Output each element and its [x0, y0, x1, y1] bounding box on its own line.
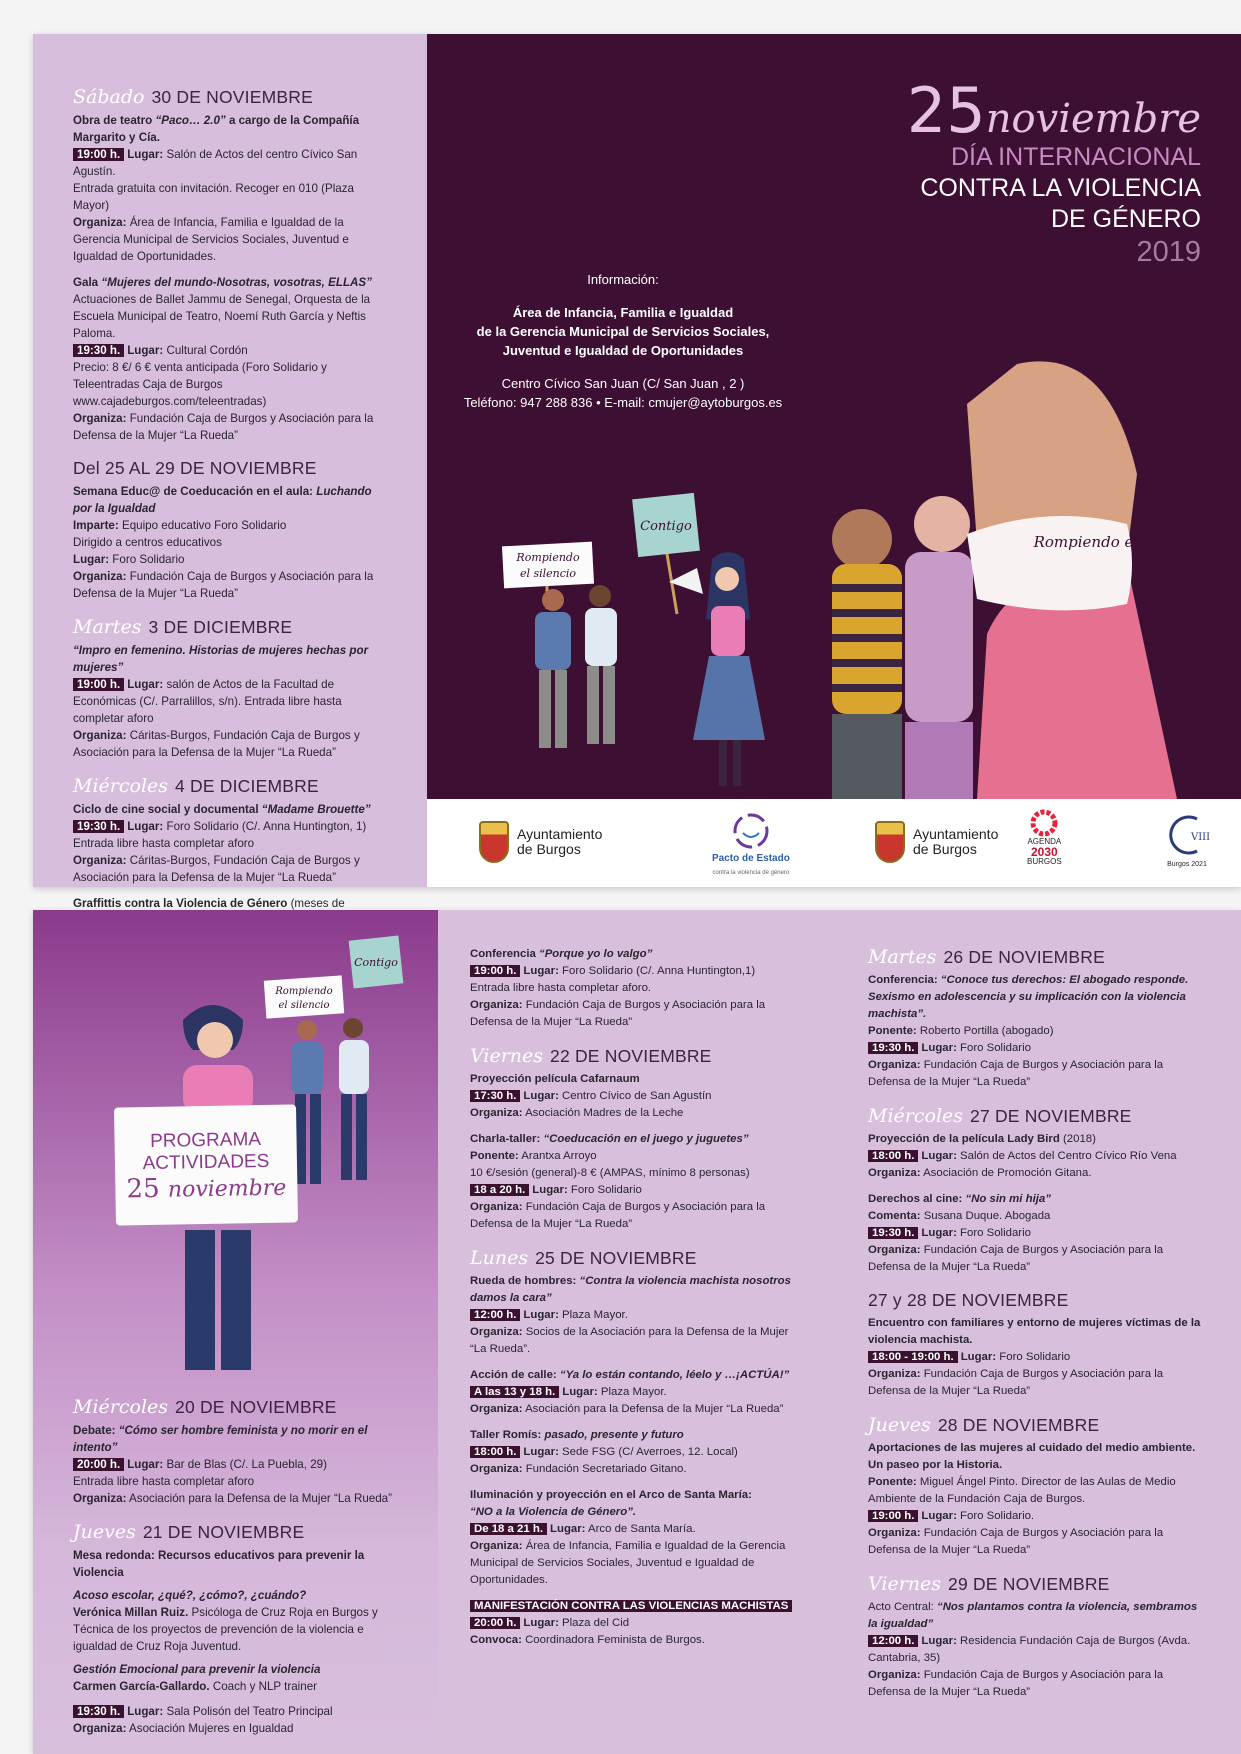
bottom-right-column [836, 910, 1241, 1754]
event: Gala “Mujeres del mundo-Nosotras, vosotras, ELLAS” Actuaciones de Ballet Jammu de Senegal, Orquesta de la Escuela Municipal de Teatro, Noemí Ruth García y Neftis Paloma. 19:30 h. Lugar: Cultural Cordón Precio: 8 €/ 6 € venta anticipada (Foro Solidario y Teleentradas Caja de Burgos www.cajadeburgos.com/teleentradas) Organiza: Fundación Caja de Burgos y Asociación para la Defensa de la Mujer “La Rueda” [73, 276, 374, 442]
day-name: Viernes [470, 1045, 544, 1067]
event-time: 18:00 - 19:00 h. [868, 1351, 958, 1363]
event: Graffittis contra la Violencia de Género (meses de [73, 897, 345, 910]
info-block: Información: Área de Infancia, Familia e Igualdad de la Gerencia Municipal de Servicios Sociales, Juventud e Igualdad de Oportunidades Centro Cívico San Juan (C/ San Juan , 2 ) Teléfono: 947 288 836 • E-mail: cmujer@aytoburgos.es [463, 272, 783, 410]
event: Obra de teatro “Paco… 2.0” a cargo de la Compañía Margarito y Cía. 19:00 h. Lugar: Salón de Actos del centro Cívico San Agustín. Entrada gratuita con invitación. Recoger en 010 (Plaza Mayor) Organiza: Área de Infancia, Familia e Igualdad de la Gerencia Municipal de Servicios Sociales, Juventud e Igualdad de Oportunidades. [73, 114, 360, 263]
event: Mesa redonda: Recursos educativos para prevenir la Violencia Acoso escolar, ¿qué?, ¿cómo?, ¿cuándo? Verónica Millan Ruiz. Psicóloga de Cruz Roja en Burgos y Técnica de los proyectos de prevención de la violencia e igualdad de Cruz Roja Juventud. Gestión Emocional para prevenir la violencia Carmen García-Gallardo. Coach y NLP trainer 19:30 h. Lugar: Sala Polisón del Teatro Principal Organiza: Asociación Mujeres en Igualdad [73, 1549, 378, 1735]
event-time: 18:00 h. [868, 1150, 918, 1162]
sign-text: Contigo [354, 956, 398, 969]
day-heading [868, 1414, 1201, 1436]
event: MANIFESTACIÓN CONTRA LAS VIOLENCIAS MACHISTAS 20:00 h. Lugar: Plaza del Cid Convoca: Coordinadora Feminista de Burgos. [470, 1598, 800, 1649]
event-time: 17:30 h. [470, 1090, 520, 1102]
day-heading [868, 1573, 1201, 1595]
event: Iluminación y proyección en el Arco de Santa María: “NO a la Violencia de Género”. De 18 a 21 h. Lugar: Arco de Santa María. Organiza: Área de Infancia, Familia e Igualdad de la Gerencia Municipal de Servicios Sociales, Juventud e Igualdad de Oportunidades. [470, 1489, 786, 1586]
bottom-spread [33, 910, 1241, 1754]
day-heading [73, 458, 387, 479]
event-time: De 18 a 21 h. [470, 1523, 547, 1535]
day-heading [470, 1247, 800, 1269]
day-date: 29 DE NOVIEMBRE [948, 1574, 1110, 1594]
day-date: 28 DE NOVIEMBRE [937, 1415, 1100, 1435]
event: Acto Central: “Nos plantamos contra la violencia, sembramos la igualdad” 12:00 h. Lugar: Residencia Fundación Caja de Burgos (Avda. Cantabria, 35) Organiza: Fundación Caja de Burgos y Asociación para la Defensa de la Mujer “La Rueda” [868, 1601, 1198, 1698]
day-date: 3 DE DICIEMBRE [148, 617, 293, 637]
event-time: 19:00 h. [73, 678, 124, 691]
event-time: 19:00 h. [73, 148, 124, 161]
event-time: 20:00 h. [73, 1458, 124, 1471]
event: Debate: “Cómo ser hombre feminista y no morir en el intento” 20:00 h. Lugar: Bar de Blas (C/. La Puebla, 29) Entrada libre hasta completar aforo Organiza: Asociación para la Defensa de la Mujer “La Rueda” [73, 1424, 392, 1505]
day-name: Miércoles [73, 1396, 169, 1418]
event-time: 19:00 h. [868, 1510, 918, 1522]
capital-logo: VIII Burgos 2021 [1167, 813, 1207, 872]
pacto-logo: Pacto de Estado contra la violencia de género [712, 811, 790, 881]
bottom-left-column [33, 910, 438, 1754]
capital-c-icon [1167, 813, 1211, 857]
top-spread [33, 34, 1241, 910]
event: Ciclo de cine social y documental “Madame Brouette” 19:30 h. Lugar: Foro Solidario (C/. Anna Huntington, 1) Entrada libre hasta completar aforo Organiza: Cáritas-Burgos, Fundación Caja de Burgos y Asociación para la Defensa de la Mujer “La Rueda” [73, 803, 371, 884]
event-time: 12:00 h. [868, 1635, 918, 1647]
sign-text: Rompiendo [275, 986, 333, 997]
day-heading [73, 775, 387, 797]
day-name: Sábado [73, 86, 145, 108]
ayuntamiento-logo: Ayuntamiento de Burgos [479, 821, 602, 863]
sdg-wheel-icon [1030, 809, 1058, 837]
ayuntamiento-logo: Ayuntamiento de Burgos [875, 821, 998, 863]
day-date: 27 DE NOVIEMBRE [970, 1106, 1132, 1126]
event: Encuentro con familiares y entorno de mujeres víctimas de la violencia machista. 18:00 - 19:00 h. Lugar: Foro Solidario Organiza: Fundación Caja de Burgos y Asociación para la Defensa de la Mujer “La Rueda” [868, 1317, 1201, 1397]
event-time: 19:30 h. [73, 344, 124, 357]
event: “Impro en femenino. Historias de mujeres hechas por mujeres” 19:00 h. Lugar: salón de Actos de la Facultad de Económicas (C/. Parralillos, s/n). Entrada libre hasta completar aforo Organiza: Cáritas-Burgos, Fundación Caja de Burgos y Asociación para la Defensa de la Mujer “La Rueda” [73, 644, 369, 759]
sign-text: Contigo [640, 519, 692, 534]
event-time: 18 a 20 h. [470, 1184, 529, 1196]
sign-text: Rompiendo [516, 551, 580, 564]
day-heading [73, 86, 387, 108]
event: Proyección película Cafarnaum 17:30 h. Lugar: Centro Cívico de San Agustín Organiza: Asociación Madres de la Leche [470, 1073, 712, 1119]
event: Semana Educ@ de Coeducación en el aula: Luchando por la Igualdad Imparte: Equipo educativo Foro Solidario Dirigido a centros educativos Lugar: Foro Solidario Organiza: Fundación Caja de Burgos y Asociación para la Defensa de la Mujer “La Rueda” [73, 485, 374, 600]
top-left-column [33, 34, 427, 910]
protest-illustration [427, 34, 1241, 799]
crest-icon [479, 821, 509, 863]
day-heading [868, 1290, 1201, 1311]
event: Acción de calle: “Ya lo están contando, léelo y …¡ACTÚA!” A las 13 y 18 h. Lugar: Plaza Mayor. Organiza: Asociación para la Defensa de la Mujer “La Rueda” [470, 1369, 790, 1415]
event-highlight: MANIFESTACIÓN CONTRA LAS VIOLENCIAS MACHISTAS [470, 1600, 792, 1612]
svg-text:VIII: VIII [1191, 832, 1211, 843]
event-time: 20:00 h. [470, 1617, 520, 1629]
day-date: Del 25 AL 29 DE NOVIEMBRE [73, 458, 317, 478]
day-name: Miércoles [73, 775, 169, 797]
day-heading [73, 616, 387, 638]
event: Charla-taller: “Coeducación en el juego y juguetes” Ponente: Arantxa Arroyo 10 €/sesión (general)-8 € (AMPAS, mínimo 8 personas) 18 a 20 h. Lugar: Foro Solidario Organiza: Fundación Caja de Burgos y Asociación para la Defensa de la Mujer “La Rueda” [470, 1133, 766, 1230]
event-time: 12:00 h. [470, 1309, 520, 1321]
event-time: 19:00 h. [470, 965, 520, 977]
event-time: 19:30 h. [73, 820, 124, 833]
day-heading [470, 1045, 800, 1067]
day-name: Martes [73, 616, 142, 638]
pacto-icon [731, 811, 771, 851]
cover-panel [427, 34, 1241, 887]
day-name: Jueves [73, 1521, 136, 1543]
crest-icon [875, 821, 905, 863]
day-date: 4 DE DICIEMBRE [175, 776, 319, 796]
event-time: 19:30 h. [868, 1227, 918, 1239]
day-date: 25 DE NOVIEMBRE [535, 1248, 697, 1268]
slogan-text: Rompiendo el silencio [1033, 533, 1201, 551]
slogan-text: contigo [1144, 553, 1201, 571]
day-heading [868, 1105, 1201, 1127]
day-date: 20 DE NOVIEMBRE [175, 1397, 337, 1417]
day-date: 27 y 28 DE NOVIEMBRE [868, 1290, 1069, 1310]
hero-date: 25noviembre [906, 74, 1201, 147]
bottom-left-events [73, 1382, 398, 1746]
event: Proyección de la película Lady Bird (2018) 18:00 h. Lugar: Salón de Actos del Centro Cívico Río Vena Organiza: Asociación de Promoción Gitana. [868, 1133, 1177, 1179]
logo-bar [427, 799, 1241, 887]
hero-title: DÍA INTERNACIONAL CONTRA LA VIOLENCIA DE GÉNERO 2019 [920, 143, 1201, 268]
sign-text: el silencio [519, 567, 577, 580]
day-date: 22 DE NOVIEMBRE [550, 1046, 712, 1066]
day-heading [73, 1396, 398, 1418]
day-date: 26 DE NOVIEMBRE [943, 947, 1106, 967]
day-name: Lunes [470, 1247, 529, 1269]
day-name: Jueves [868, 1414, 931, 1436]
day-date: 30 DE NOVIEMBRE [151, 87, 313, 107]
event-time: A las 13 y 18 h. [470, 1386, 559, 1398]
event-time: 19:30 h. [73, 1705, 124, 1718]
day-name: Martes [868, 946, 937, 968]
event: Derechos al cine: “No sin mi hija” Comenta: Susana Duque. Abogada 19:30 h. Lugar: Foro Solidario Organiza: Fundación Caja de Burgos y Asociación para la Defensa de la Mujer “La Rueda” [868, 1193, 1164, 1273]
bottom-middle-column [438, 910, 836, 1754]
day-name: Viernes [868, 1573, 942, 1595]
day-heading [868, 946, 1201, 968]
event: Aportaciones de las mujeres al cuidado del medio ambiente. Un paseo por la Historia. Ponente: Miguel Ángel Pinto. Director de las Aulas de Medio Ambiente de la Fundación Caja de Burgos. 19:00 h. Lugar: Foro Solidario. Organiza: Fundación Caja de Burgos y Asociación para la Defensa de la Mujer “La Rueda” [868, 1442, 1196, 1556]
event: Conferencia “Porque yo lo valgo” 19:00 h. Lugar: Foro Solidario (C/. Anna Huntington,1) Entrada libre hasta completar aforo. Organiza: Fundación Caja de Burgos y Asociación para la Defensa de la Mujer “La Rueda” [470, 948, 766, 1028]
programa-card: PROGRAMA ACTIVIDADES 25 noviembre [114, 1104, 298, 1225]
sign-text: el silencio [278, 1000, 330, 1011]
event-time: 19:30 h. [868, 1042, 918, 1054]
event: Taller Romís: pasado, presente y futuro 18:00 h. Lugar: Sede FSG (C/ Averroes, 12. Local) Organiza: Fundación Secretariado Gitano. [470, 1429, 738, 1475]
agenda-2030-logo: AGENDA 2030 BURGOS [1027, 809, 1062, 867]
event: Conferencia: “Conoce tus derechos: El abogado responde. Sexismo en adolescencia y su implicación con la violencia machista”. Ponente: Roberto Portilla (abogado) 19:30 h. Lugar: Foro Solidario Organiza: Fundación Caja de Burgos y Asociación para la Defensa de la Mujer “La Rueda” [868, 974, 1189, 1088]
day-name: Miércoles [868, 1105, 964, 1127]
event-time: 18:00 h. [470, 1446, 520, 1458]
day-date: 21 DE NOVIEMBRE [142, 1522, 305, 1542]
day-heading [73, 1521, 398, 1543]
event: Rueda de hombres: “Contra la violencia machista nosotros damos la cara” 12:00 h. Lugar: Plaza Mayor. Organiza: Socios de la Asociación para la Defensa de la Mujer “La Rueda”. [470, 1275, 791, 1355]
